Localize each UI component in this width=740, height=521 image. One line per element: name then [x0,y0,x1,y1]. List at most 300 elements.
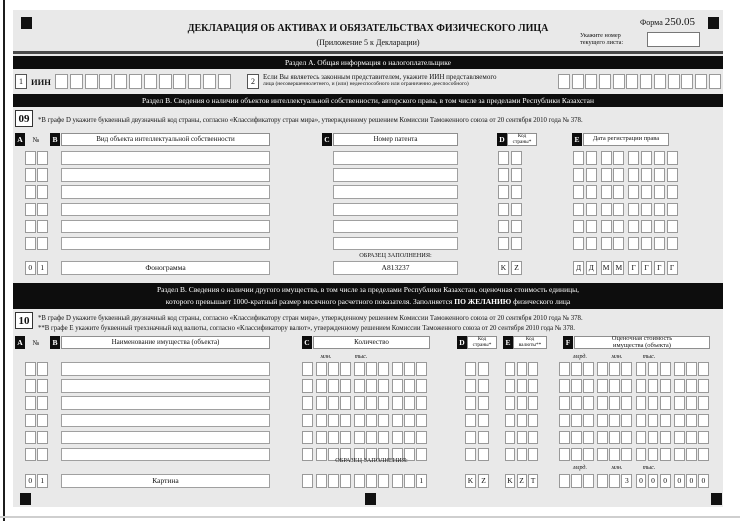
registration-date-cell[interactable] [628,220,639,234]
iin-cell[interactable] [114,74,127,89]
quantity-cell[interactable] [328,396,339,410]
iin-cell[interactable] [173,74,186,89]
value-cell[interactable] [698,448,709,462]
value-cell[interactable] [686,379,697,393]
iin-cell[interactable] [144,74,157,89]
row-number-cell[interactable] [25,431,36,445]
currency-code-cell[interactable] [528,379,538,393]
value-cell[interactable] [698,362,709,376]
row-number-cell[interactable] [37,396,48,410]
registration-date-cell[interactable] [573,168,584,182]
registration-date-cell[interactable] [641,203,652,217]
value-cell[interactable] [660,448,671,462]
iin-cell[interactable] [70,74,83,89]
country-code-cell[interactable] [511,203,522,217]
country-code-cell[interactable] [478,362,489,376]
quantity-cell[interactable] [302,431,313,445]
unit-label: млрд. [573,354,587,360]
representative-iin-label: Если Вы являетесь законным представителем, укажите ИИН представляемого лица (несовершеннолетнего, и (или) недееспособного или ограниченно дееспособного) [263,73,497,87]
country-code-cell[interactable] [465,414,476,428]
country-code-cell[interactable] [478,379,489,393]
representative-iin-cell[interactable] [681,74,693,89]
row-number-cell[interactable] [25,220,36,234]
registration-date-cell[interactable] [601,185,612,199]
iin-cell[interactable] [55,74,68,89]
country-code-cell[interactable] [478,414,489,428]
section-09-note: *В графе D укажите буквенный двузначный код страны, согласно «Классификатору стран мира», утвержденному решением Комиссии Таможенного союза от 20 сентября 2010 года № 378. [38,117,583,124]
quantity-cell[interactable] [366,431,377,445]
value-cell[interactable] [621,448,632,462]
registration-date-cell[interactable] [641,168,652,182]
patent-number-field[interactable] [333,185,458,199]
registration-date-cell[interactable] [641,185,652,199]
quantity-cell[interactable] [328,362,339,376]
quantity-cell[interactable] [378,431,389,445]
value-cell[interactable] [648,414,659,428]
value-cell[interactable] [686,448,697,462]
quantity-cellgroup [302,362,427,376]
registration-date-cell[interactable] [667,185,678,199]
section-10-note-2: **В графе Е укажите буквенный трехзначный код валюты, согласно «Классификатору валют», утвержденному решением Комиссии Таможенного союза от 20 сентября 2010 года № 378. [38,325,575,332]
value-cell[interactable] [571,362,582,376]
value-cell[interactable] [559,431,570,445]
country-code-cell[interactable] [465,448,476,462]
quantity-cell[interactable] [366,414,377,428]
value-cell[interactable] [571,431,582,445]
country-code-cell[interactable] [498,220,509,234]
value-cell[interactable] [674,379,685,393]
row-number-cell[interactable] [37,362,48,376]
quantity-cell[interactable] [378,414,389,428]
currency-code-cell[interactable] [505,448,515,462]
registration-date-cell[interactable] [628,168,639,182]
value-cell[interactable] [674,431,685,445]
row-number-cell[interactable] [37,431,48,445]
value-cell[interactable] [621,362,632,376]
value-cell[interactable] [674,396,685,410]
value-cell[interactable] [674,448,685,462]
ip-object-field[interactable] [61,151,270,165]
iin-cell[interactable] [99,74,112,89]
country-code-cell[interactable] [465,431,476,445]
registration-date-cell[interactable] [601,151,612,165]
value-cell[interactable] [648,448,659,462]
row-number-cell[interactable] [37,203,48,217]
value-cell[interactable] [609,362,620,376]
property-name-field[interactable] [61,396,270,410]
ip-table-rows [13,151,723,254]
value-cell[interactable] [648,362,659,376]
quantity-cellgroup [302,414,427,428]
currency-code-cell[interactable] [505,396,515,410]
registration-date-cell[interactable] [601,168,612,182]
table-row [13,396,723,410]
value-cell[interactable] [660,362,671,376]
quantity-cell[interactable] [366,362,377,376]
currency-code-cell[interactable] [528,362,538,376]
registration-date-cell[interactable] [573,220,584,234]
country-code-cell[interactable] [511,168,522,182]
registration-date-cell[interactable] [667,203,678,217]
value-cell[interactable] [636,414,647,428]
quantity-cell[interactable] [392,414,403,428]
currency-code-cell[interactable] [528,448,538,462]
patent-number-field[interactable] [333,203,458,217]
property-name-field[interactable] [61,448,270,462]
representative-iin-cell[interactable] [668,74,680,89]
value-cell[interactable] [571,448,582,462]
currency-code-cell[interactable] [505,431,515,445]
registration-date-cell[interactable] [601,220,612,234]
value-cell[interactable] [660,379,671,393]
registration-date-cell[interactable] [586,168,597,182]
value-cell[interactable] [698,431,709,445]
value-cell[interactable] [674,414,685,428]
quantity-cell[interactable] [316,379,327,393]
quantity-cell[interactable] [366,379,377,393]
row-number-cell[interactable] [25,362,36,376]
value-cell[interactable] [621,396,632,410]
country-code-cell[interactable] [465,362,476,376]
registration-date-cell[interactable] [586,203,597,217]
value-cell[interactable] [559,379,570,393]
value-cell[interactable] [686,362,697,376]
quantity-cell[interactable] [302,379,313,393]
table-row [13,168,723,182]
value-cell[interactable] [583,414,594,428]
registration-date-cell[interactable] [641,151,652,165]
registration-date-cell[interactable] [654,220,665,234]
row-number-cell[interactable] [25,396,36,410]
currency-code-cell[interactable] [517,431,527,445]
ip-object-field[interactable] [61,168,270,182]
registration-date-cell[interactable] [641,237,652,251]
value-cell[interactable] [621,379,632,393]
quantity-cell[interactable] [392,379,403,393]
value-cell[interactable] [597,396,608,410]
row-number-cell[interactable] [37,237,48,251]
value-cell[interactable] [636,379,647,393]
row-number-cell[interactable] [25,168,36,182]
quantity-cell[interactable] [416,362,427,376]
registration-date-cell[interactable] [628,203,639,217]
registration-date-cell[interactable] [613,237,624,251]
row-number-cell[interactable] [25,379,36,393]
country-code-cell[interactable] [465,396,476,410]
value-cell[interactable] [698,379,709,393]
registration-date-cell[interactable] [601,203,612,217]
value-cell[interactable] [698,414,709,428]
quantity-cell[interactable] [404,379,415,393]
quantity-cell[interactable] [340,414,351,428]
value-cell[interactable] [660,396,671,410]
representative-iin-cell[interactable] [613,74,625,89]
quantity-cell[interactable] [354,396,365,410]
value-cell[interactable] [559,396,570,410]
row-number-cell[interactable] [37,220,48,234]
registration-date-cell[interactable] [654,168,665,182]
quantity-cell[interactable] [340,379,351,393]
value-cellgroup [559,379,709,393]
registration-date-cell[interactable] [573,203,584,217]
value-cell[interactable] [583,362,594,376]
quantity-cell[interactable] [354,431,365,445]
value-cell[interactable] [597,379,608,393]
row-number-cell[interactable] [25,151,36,165]
value-cell[interactable] [686,431,697,445]
value-cell[interactable] [571,414,582,428]
declaration-form [13,10,723,507]
registration-date-cell[interactable] [628,151,639,165]
quantity-cell[interactable] [416,414,427,428]
value-cell[interactable] [686,414,697,428]
currency-code-cell[interactable] [528,414,538,428]
iin-cell[interactable] [203,74,216,89]
value-cell[interactable] [609,396,620,410]
quantity-cell[interactable] [328,431,339,445]
country-code-cell[interactable] [498,203,509,217]
value-cell[interactable] [648,431,659,445]
patent-number-field[interactable] [333,237,458,251]
row-number-cell[interactable] [37,151,48,165]
representative-iin-cell[interactable] [640,74,652,89]
value-cell[interactable] [583,448,594,462]
currency-code-cell[interactable] [517,379,527,393]
value-cell[interactable] [674,362,685,376]
country-code-cell[interactable] [478,431,489,445]
quantity-cell[interactable] [404,396,415,410]
ip-object-field[interactable] [61,203,270,217]
quantity-cell[interactable] [416,396,427,410]
ip-object-field[interactable] [61,185,270,199]
registration-date-cell[interactable] [641,220,652,234]
country-code-cell[interactable] [465,379,476,393]
country-code-cell[interactable] [478,448,489,462]
currency-code-cell[interactable] [528,396,538,410]
ip-object-field[interactable] [61,220,270,234]
value-cell[interactable] [660,414,671,428]
value-cell[interactable] [583,431,594,445]
representative-iin-cell[interactable] [695,74,707,89]
registration-date-cell[interactable] [628,237,639,251]
row-number-cell[interactable] [25,414,36,428]
patent-number-field[interactable] [333,168,458,182]
sample-estimated-value: 3 0 0 0 0 0 0 [559,474,709,488]
quantity-cell[interactable] [302,414,313,428]
representative-iin-cell[interactable] [626,74,638,89]
value-cell[interactable] [571,396,582,410]
currency-code-cell[interactable] [517,414,527,428]
quantity-cell[interactable] [316,396,327,410]
currency-code-cell[interactable] [517,396,527,410]
value-cell[interactable] [559,414,570,428]
currency-code-cell[interactable] [505,414,515,428]
quantity-cell[interactable] [302,362,313,376]
column-e-chip: E [503,336,513,349]
country-code-cellgroup [498,220,522,234]
quantity-cell[interactable] [404,431,415,445]
value-cell[interactable] [609,414,620,428]
quantity-cell[interactable] [378,379,389,393]
quantity-cell[interactable] [340,396,351,410]
sample-row-number-cell: 1 [37,261,48,275]
value-cell[interactable] [636,396,647,410]
registration-date-cell[interactable] [654,203,665,217]
quantity-cell[interactable] [404,362,415,376]
value-cell[interactable] [597,448,608,462]
registration-date-cell[interactable] [613,168,624,182]
registration-date-cell[interactable] [667,220,678,234]
iin-cell[interactable] [218,74,231,89]
value-cell[interactable] [559,448,570,462]
sheet-number-input[interactable] [647,32,700,47]
registration-date-cell[interactable] [613,203,624,217]
quantity-cell[interactable] [316,362,327,376]
value-cell[interactable] [636,431,647,445]
value-cell[interactable] [583,396,594,410]
value-cell[interactable] [686,396,697,410]
quantity-cell[interactable] [354,379,365,393]
registration-date-cell[interactable] [573,151,584,165]
sample-quantity: 1 [302,474,427,488]
row-number-cell[interactable] [25,237,36,251]
registration-date-cell[interactable] [613,151,624,165]
representative-iin-cell[interactable] [709,74,721,89]
quantity-cell[interactable] [302,448,313,462]
patent-number-field[interactable] [333,220,458,234]
patent-number-field[interactable] [333,151,458,165]
registration-date-cell[interactable] [586,185,597,199]
registration-date-cell[interactable] [628,185,639,199]
value-cell[interactable] [583,379,594,393]
value-cell[interactable] [660,431,671,445]
representative-iin-cell[interactable] [585,74,597,89]
currency-code-cell[interactable] [505,379,515,393]
registration-date-cell[interactable] [667,237,678,251]
ip-object-field[interactable] [61,237,270,251]
currency-code-cell[interactable] [528,431,538,445]
country-code-cell[interactable] [498,185,509,199]
value-cell[interactable] [648,396,659,410]
quantity-cell[interactable] [316,414,327,428]
quantity-cell[interactable] [378,396,389,410]
value-cell[interactable] [597,431,608,445]
sheet-number-label: Укажите номер текущего листа: [580,32,624,46]
row-number-cell[interactable] [37,379,48,393]
value-cell[interactable] [648,379,659,393]
quantity-cell[interactable] [354,414,365,428]
currency-code-cell[interactable] [517,448,527,462]
country-code-cell[interactable] [498,168,509,182]
quantity-cell[interactable] [302,396,313,410]
value-cell[interactable] [609,379,620,393]
registration-date-cell[interactable] [573,185,584,199]
registration-date-cell[interactable] [613,185,624,199]
row-number-cell[interactable] [25,448,36,462]
value-cell[interactable] [597,414,608,428]
row-number-cell[interactable] [37,168,48,182]
registration-date-cell[interactable] [586,220,597,234]
value-cell[interactable] [621,431,632,445]
row-number-cell[interactable] [25,203,36,217]
row-number-cell[interactable] [37,448,48,462]
iin-cell[interactable] [129,74,142,89]
registration-date-cell[interactable] [667,151,678,165]
quantity-cell[interactable] [340,431,351,445]
representative-iin-cell[interactable] [654,74,666,89]
value-cell[interactable] [609,448,620,462]
country-code-cell[interactable] [478,396,489,410]
quantity-cell[interactable] [392,431,403,445]
iin-cell[interactable] [188,74,201,89]
country-code-cell[interactable] [511,237,522,251]
country-code-cellgroup [498,203,522,217]
iin-cell[interactable] [159,74,172,89]
quantity-cell[interactable] [366,396,377,410]
registration-date-cell[interactable] [654,151,665,165]
row-number-cell[interactable] [37,414,48,428]
value-cell[interactable] [597,362,608,376]
registration-date-cell[interactable] [586,151,597,165]
country-code-cell[interactable] [511,185,522,199]
quantity-cell[interactable] [378,362,389,376]
registration-date-cell[interactable] [654,185,665,199]
value-cell[interactable] [559,362,570,376]
property-name-field[interactable] [61,414,270,428]
property-name-field[interactable] [61,379,270,393]
quantity-cell[interactable] [392,396,403,410]
value-cell[interactable] [609,431,620,445]
iin-cell[interactable] [85,74,98,89]
row-number-cell[interactable] [37,185,48,199]
currency-code-cell[interactable] [505,362,515,376]
value-cell[interactable] [636,448,647,462]
registration-date-cell[interactable] [654,237,665,251]
quantity-cell[interactable] [328,414,339,428]
value-cell[interactable] [621,414,632,428]
quantity-cell[interactable] [416,379,427,393]
country-code-cell[interactable] [511,220,522,234]
value-cell[interactable] [636,362,647,376]
quantity-cell[interactable] [328,379,339,393]
registration-date-cell[interactable] [586,237,597,251]
registration-date-cell[interactable] [573,237,584,251]
value-cell[interactable] [698,396,709,410]
representative-iin-cell[interactable] [599,74,611,89]
property-name-field[interactable] [61,431,270,445]
currency-code-cell[interactable] [517,362,527,376]
quantity-cell[interactable] [340,362,351,376]
quantity-cell[interactable] [404,414,415,428]
quantity-cell[interactable] [354,362,365,376]
representative-iin-cell[interactable] [572,74,584,89]
representative-iin-cell[interactable] [558,74,570,89]
country-code-cell[interactable] [511,151,522,165]
country-code-cell[interactable] [498,237,509,251]
value-cell[interactable] [571,379,582,393]
row-number-cell[interactable] [25,185,36,199]
column-a-label: № [32,136,40,144]
country-code-cell[interactable] [498,151,509,165]
registration-date-cell[interactable] [613,220,624,234]
property-name-field[interactable] [61,362,270,376]
registration-date-cell[interactable] [667,168,678,182]
quantity-cell[interactable] [392,362,403,376]
sample-property-name: Картина [61,474,270,488]
quantity-cell[interactable] [416,431,427,445]
registration-date-cell[interactable] [601,237,612,251]
quantity-cell[interactable] [316,431,327,445]
